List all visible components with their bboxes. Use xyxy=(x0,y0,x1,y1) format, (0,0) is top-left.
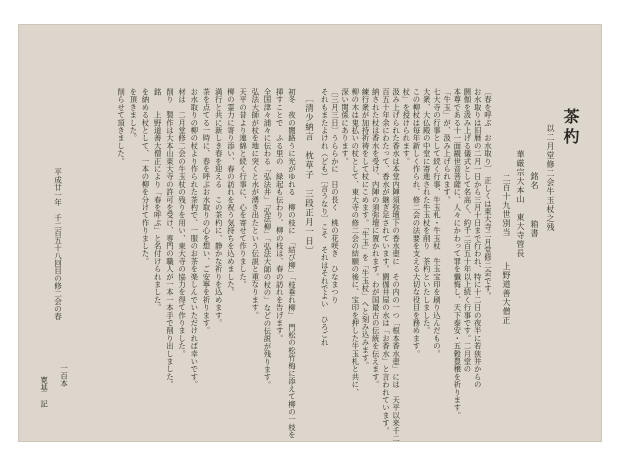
text-line: 天平の昔より連綿と続く行事に、心を寄せて作りました。 xyxy=(238,88,248,289)
text-line: 挿すことで ふる里の 緑起も伝わり、柳の枝は、春の訪れを告げます。 xyxy=(275,88,285,343)
text-line: 削り 製作は大本山東大寺の許可を受け、専門の職人が一本一本手で削り出しました。 xyxy=(165,88,175,389)
text-line: 〔春を呼ぶ お水取り〕 正しくは東大寺二月堂修二会です。 xyxy=(483,88,493,300)
closing-date: 平成廿一年 千二百五十八回目の修二会の春 xyxy=(53,168,63,320)
mei-value: 箱書 xyxy=(530,220,539,238)
text-line: 柳の霊力に寄り添い、春の訪れを祝う気持ちを込めました。 xyxy=(226,88,236,296)
text-line: 納された杖は香水を受け、内陣の須弥壇に置かれます。わが国最古の伝統を伝えます。 xyxy=(371,88,381,389)
text-line: を頂きました。 xyxy=(128,88,138,142)
text-line: それもまたよけれ（ども）〔言うなり〕こそ それはそれでよい ひろごれ xyxy=(320,88,330,347)
text-line: 柳の木は鬼払いの杖として、東大寺の修二会の結願の後に、宝印を押した牛玉札と共に、 xyxy=(350,88,360,396)
text-line: 汲み上げられた香水は本堂内陣須弥壇下の香水壺に その内の一つ「根本香水壺」には 天平以来千二 xyxy=(391,88,401,442)
document-title: 茶杓 xyxy=(561,108,580,148)
text-line: 百五十年余にわたって、香水が継ぎ足されています。閼伽井屋の水は「お香水」と言われています。 xyxy=(381,88,391,435)
text-line: 弘法大師が杖を地に突くと水が湧き出たという伝説と重なります。 xyxy=(250,88,260,319)
closing-author: 寛基 xyxy=(39,376,49,392)
closing-note: 一百本 xyxy=(59,364,69,387)
text-line: 茶を点てる一時に、春を呼ぶお水取りの心を想い、ご安寧を祈ります。 xyxy=(202,88,211,335)
text-line: 大衆、大仏殿の中堂に寄進された牛玉杖を削り 茶杓といたしました。 xyxy=(422,88,432,335)
text-line: 閼伽を汲み上げる儀式として名高く、約千二百五十年以上続く行事です。二月堂の xyxy=(463,88,472,373)
text-line: 「牛玉」が、汲み上げられます。 xyxy=(442,88,452,204)
abbot-title: 二百十九世別当 xyxy=(502,174,511,237)
text-line: 練行衆が加持祈祷をして杖にこめます。「牛玉」を「牛玉杖」へと刻み込みます。 xyxy=(361,88,370,370)
sect-name: 華厳宗大本山 東大寺管長 xyxy=(516,150,525,258)
text-line: お水取りは旧暦の二月一日から三月十日まで行われ、特に十二日の夜半に若狭井からの xyxy=(473,88,483,389)
document-sheet xyxy=(18,24,602,442)
text-line: 初冬 夜の闇路うに光がゆれる 柳の枝に 「結び柳」「枝垂れ柳」 門松の松竹梅に添えて柳の一枝を xyxy=(287,88,297,439)
text-line: 銘 上野道善大僧正により「春を呼ぶ」と名付けられました。 xyxy=(153,88,163,312)
text-line: 満行と共に新しき春を迎える この茶杓に、静かな祈りを込めます。 xyxy=(214,88,224,327)
text-line: お水取りの柳の杖より作られた茶杓で、一服のお茶を楽しんでいただければ幸いです。 xyxy=(189,88,199,389)
poem-heading: 〔清少納言 枕草子 三段正月一日〕 xyxy=(303,94,314,256)
text-line: 深い関係にあります。 xyxy=(340,88,350,165)
closing-suffix: 記 xyxy=(39,400,49,408)
text-line: 杖」を授けられます。 xyxy=(401,88,411,165)
text-line: 材は 二月堂修二会の牛玉杖の残りを用い、東大寺の協力を得て作りました。 xyxy=(177,88,187,358)
mei-label: 銘名 xyxy=(530,172,539,190)
text-line: この柳杖は毎年新しく作られ、修二会の法要を支える大切な役目を務めます。 xyxy=(412,88,421,358)
text-line: 七大寺の行事として続く行事、牛玉札・牛玉杖 牛玉宝印を刷り込んだもの。 xyxy=(432,88,442,358)
text-line: を納める杖として、一本の柳を分けて作りました。 xyxy=(141,88,150,266)
subtitle: 以二月堂修二会牛玉杖之残 xyxy=(546,124,555,232)
text-line: 〔三月三日〕うららかに 日の長く 桃の花咲き ひなまつり xyxy=(330,88,340,304)
text-line: 全国津々浦々に伝わる「弘法井」「弘法柳」「弘法大師の杖の」などの伝説が残ります。 xyxy=(263,88,272,389)
text-line: 削らせて頂きました。 xyxy=(116,88,126,165)
abbot-name: 上野道善大僧正 xyxy=(502,262,511,325)
text-line: 本尊である十一面観世音菩薩に、人々にかわって罪を懺悔し、天下泰安・五穀豊穣を祈ります。 xyxy=(452,88,462,420)
